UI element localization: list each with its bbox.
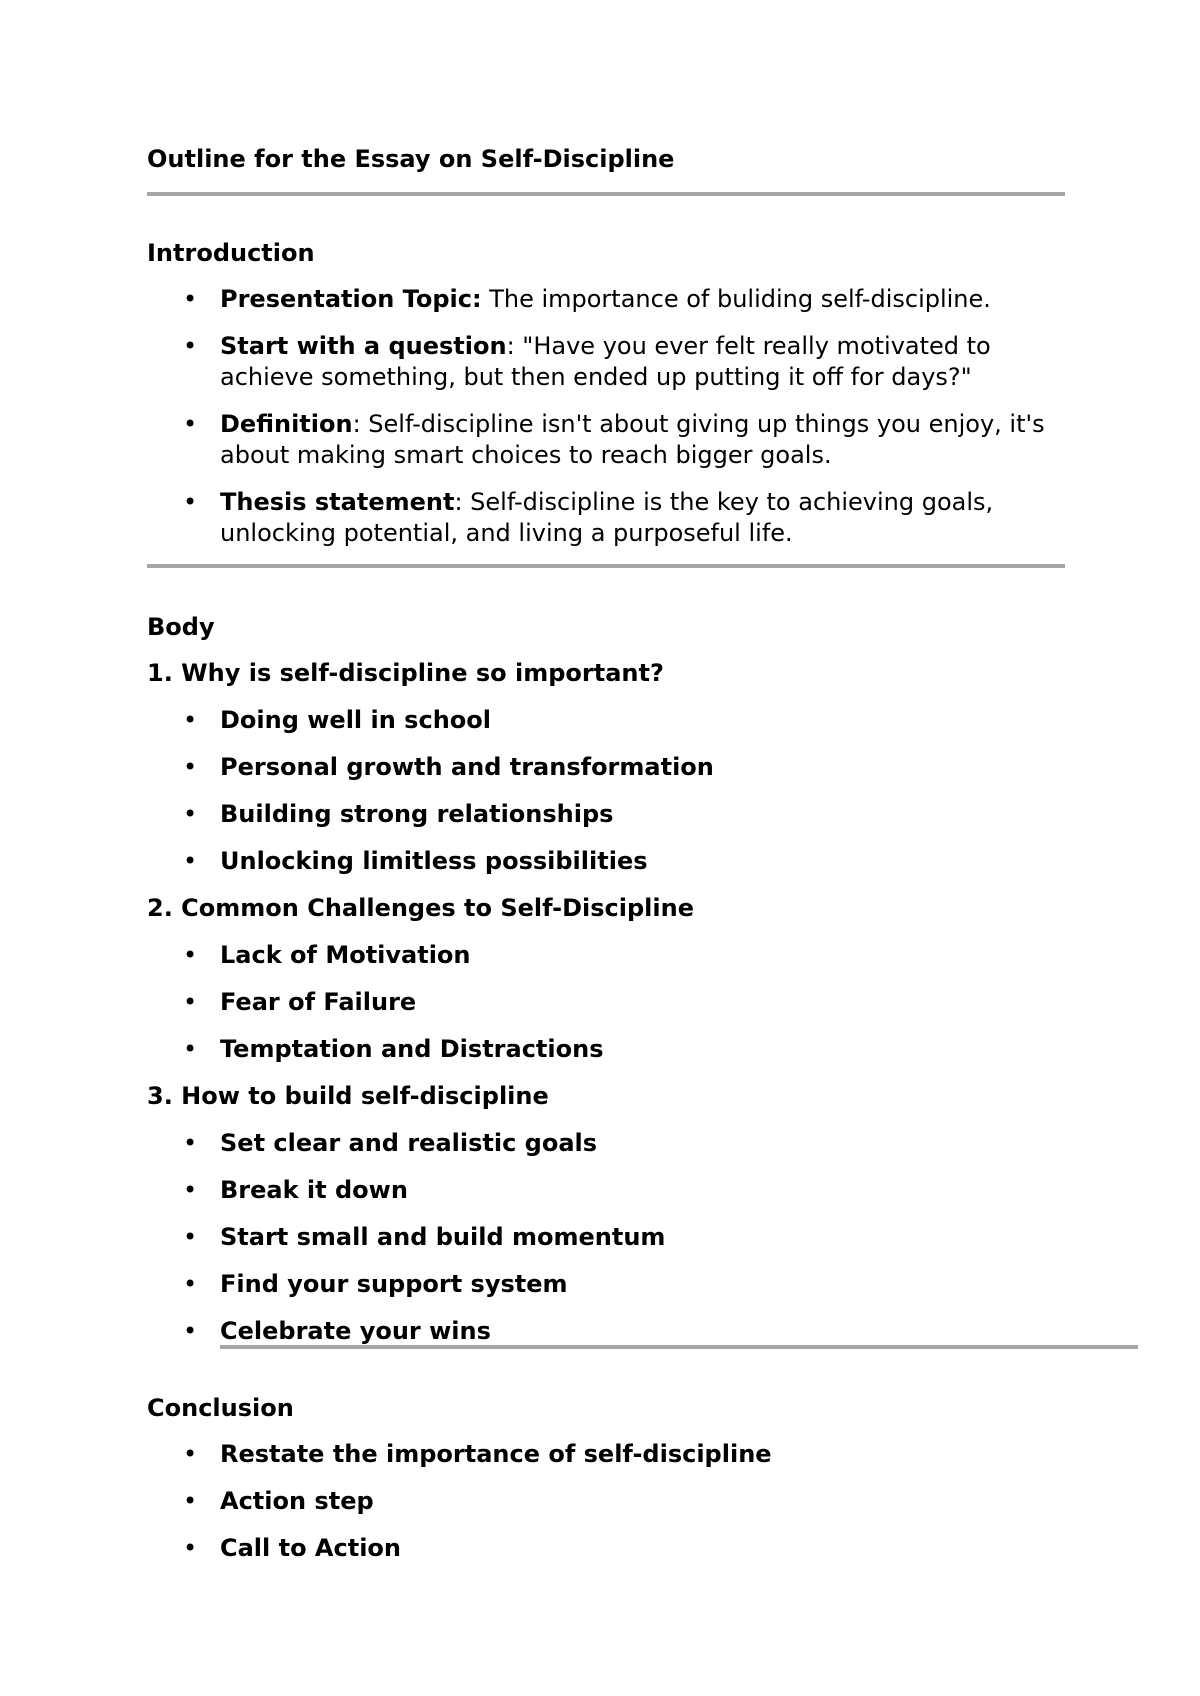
list-item [147,1316,1067,1347]
bullet-icon: • [183,941,198,969]
list-item [147,1439,1067,1470]
bullet-icon: • [183,706,198,734]
list-item [147,1128,1067,1159]
title-divider [147,192,1065,196]
bullet-icon: • [183,285,198,313]
list-item [147,987,1067,1018]
bullet-icon: • [183,1223,198,1251]
bullet-icon: • [183,1035,198,1063]
item-text: : "Have you ever felt really motivated to achieve something, but then ended up putting it off for days?" [220,332,991,391]
list-item [147,752,1067,783]
list-item [147,1486,1067,1517]
list-item [147,1269,1067,1300]
document-title: Outline for the Essay on Self-Discipline [147,145,675,173]
bullet-icon: • [183,1440,198,1468]
list-item [147,331,1067,393]
item-text: Set clear and realistic goals [220,1129,598,1157]
item-label: Thesis statement [220,488,455,516]
list-item [147,799,1067,830]
item-text: Temptation and Distractions [220,1035,604,1063]
item-text: Action step [220,1487,374,1515]
item-label: Presentation Topic: [220,285,482,313]
introduction-block [147,284,1067,565]
item-text: Break it down [220,1176,408,1204]
bullet-icon: • [183,847,198,875]
conclusion-heading: Conclusion [147,1394,294,1422]
bullet-icon: • [183,1129,198,1157]
list-item [147,1222,1067,1253]
bullet-icon: • [183,410,198,438]
bullet-icon: • [183,1270,198,1298]
body-divider [220,1345,1138,1349]
list-item [147,284,1067,315]
body-section-list [147,940,1067,1065]
item-text: Find your support system [220,1270,568,1298]
item-text: : Self-discipline isn't about giving up things you enjoy, it's about making smart choices to reach bigger goals. [220,410,1045,469]
list-item [147,705,1067,736]
body-section-list [147,1128,1067,1347]
item-text: Fear of Failure [220,988,417,1016]
conclusion-list [147,1439,1067,1564]
item-text: Call to Action [220,1534,402,1562]
item-text: Lack of Motivation [220,941,471,969]
bullet-icon: • [183,753,198,781]
item-text: Unlocking limitless possibilities [220,847,648,875]
item-text: The importance of buliding self-discipline. [481,285,991,313]
item-text: Building strong relationships [220,800,614,828]
item-text: Start small and build momentum [220,1223,666,1251]
item-text: Personal growth and transformation [220,753,714,781]
body-block [147,658,1067,1363]
bullet-icon: • [183,1534,198,1562]
list-item [147,846,1067,877]
body-section-list [147,705,1067,877]
bullet-icon: • [183,1317,198,1345]
item-label: Definition [220,410,353,438]
list-item [147,940,1067,971]
bullet-icon: • [183,988,198,1016]
list-item [147,487,1067,549]
item-label: Start with a question [220,332,507,360]
item-text: Celebrate your wins [220,1317,491,1345]
item-text: Restate the importance of self-discipline [220,1440,772,1468]
bullet-icon: • [183,800,198,828]
list-item [147,1034,1067,1065]
introduction-divider [147,564,1065,568]
body-section-title: 2. Common Challenges to Self-Discipline [147,894,694,922]
bullet-icon: • [183,488,198,516]
body-section-title: 3. How to build self-discipline [147,1082,549,1110]
introduction-heading: Introduction [147,239,315,267]
item-text: : Self-discipline is the key to achieving goals, unlocking potential, and living a purposeful life. [220,488,994,547]
item-text: Doing well in school [220,706,491,734]
list-item [147,1533,1067,1564]
list-item [147,1175,1067,1206]
conclusion-block [147,1439,1067,1580]
body-heading: Body [147,613,215,641]
bullet-icon: • [183,1176,198,1204]
introduction-list [147,284,1067,549]
bullet-icon: • [183,1487,198,1515]
body-section-title: 1. Why is self-discipline so important? [147,659,664,687]
bullet-icon: • [183,332,198,360]
list-item [147,409,1067,471]
